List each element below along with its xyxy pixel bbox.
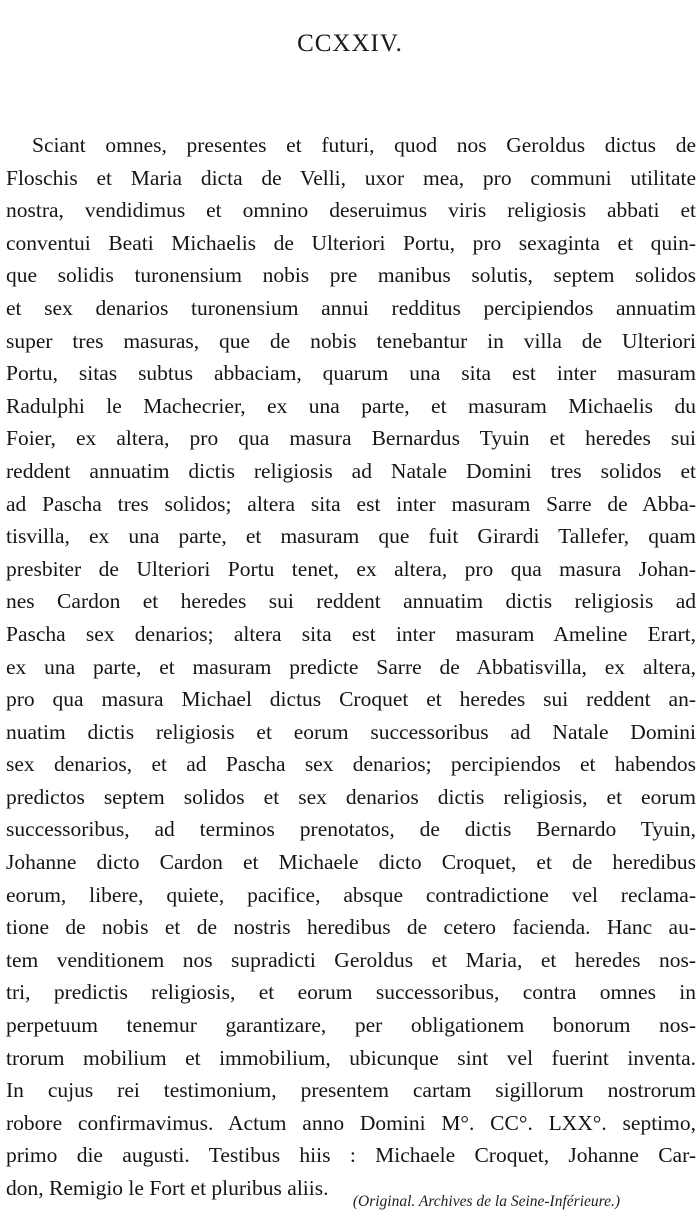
text-line: successoribus, ad terminos prenotatos, de dictis Bernardo Tyuin, (6, 817, 696, 842)
text-line: Sciant omnes, presentes et futuri, quod nos Geroldus dictus de (32, 133, 696, 157)
charter-number-heading: CCXXIV. (297, 30, 403, 57)
text-line: et sex denarios turonensium annui redditus percipiendos annuatim (6, 295, 696, 320)
text-line: robore confirmavimus. Actum anno Domini M°. CC°. LXX°. septimo, (6, 1110, 696, 1135)
text-line: tione de nobis et de nostris heredibus de cetero facienda. Hanc au- (6, 915, 696, 940)
text-line: ad Pascha tres solidos; altera sita est inter masuram Sarre de Abba- (6, 491, 696, 516)
text-line: Johanne dicto Cardon et Michaele dicto Croquet, et de heredibus (6, 850, 696, 875)
source-note: (Original. Archives de la Seine-Inférieure.) (352, 1193, 620, 1210)
text-line: Foier, ex altera, pro qua masura Bernardus Tyuin et heredes sui (6, 426, 696, 451)
text-line: conventui Beati Michaelis de Ulteriori Portu, pro sexaginta et quin- (6, 230, 696, 255)
text-line: predictos septem solidos et sex denarios dictis religiosis, et eorum (6, 784, 696, 809)
text-line: ex una parte, et masuram predicte Sarre de Abbatisvilla, ex altera, (6, 654, 696, 679)
text-line: tri, predictis religiosis, et eorum successoribus, contra omnes in (6, 980, 696, 1005)
text-line: In cujus rei testimonium, presentem cartam sigillorum nostrorum (6, 1078, 696, 1103)
text-line: tisvilla, ex una parte, et masuram que fuit Girardi Tallefer, quam (6, 524, 696, 549)
text-line: trorum mobilium et immobilium, ubicunque sint vel fuerint inventa. (6, 1045, 696, 1070)
text-line: primo die augusti. Testibus hiis : Michaele Croquet, Johanne Car- (6, 1143, 696, 1168)
text-line: sex denarios, et ad Pascha sex denarios; percipiendos et habendos (6, 752, 696, 777)
text-line: eorum, libere, quiete, pacifice, absque contradictione vel reclama- (6, 882, 696, 907)
text-line: don, Remigio le Fort et pluribus aliis. (6, 1176, 329, 1200)
charter-body (6, 129, 696, 1205)
text-line: reddent annuatim dictis religiosis ad Natale Domini tres solidos et (6, 458, 696, 483)
text-line: Radulphi le Machecrier, ex una parte, et masuram Michaelis du (6, 393, 696, 418)
text-line: nuatim dictis religiosis et eorum successoribus ad Natale Domini (6, 719, 696, 744)
text-line: Portu, sitas subtus abbaciam, quarum una sita est inter masuram (6, 361, 696, 386)
text-line: Pascha sex denarios; altera sita est inter masuram Ameline Erart, (6, 621, 696, 646)
text-line: super tres masuras, que de nobis tenebantur in villa de Ulteriori (6, 328, 696, 353)
text-line: pro qua masura Michael dictus Croquet et heredes sui reddent an- (6, 687, 696, 712)
text-line: perpetuum tenemur garantizare, per obligationem bonorum nos- (6, 1013, 696, 1038)
text-line: nostra, vendidimus et omnino deseruimus viris religiosis abbati et (6, 198, 696, 223)
text-line: tem venditionem nos supradicti Geroldus et Maria, et heredes nos- (6, 947, 696, 972)
text-line: que solidis turonensium nobis pre manibus solutis, septem solidos (6, 263, 696, 288)
text-line: nes Cardon et heredes sui reddent annuatim dictis religiosis ad (6, 589, 696, 614)
text-line: presbiter de Ulteriori Portu tenet, ex altera, pro qua masura Johan- (6, 556, 696, 581)
text-line: Floschis et Maria dicta de Velli, uxor mea, pro communi utilitate (6, 165, 696, 190)
